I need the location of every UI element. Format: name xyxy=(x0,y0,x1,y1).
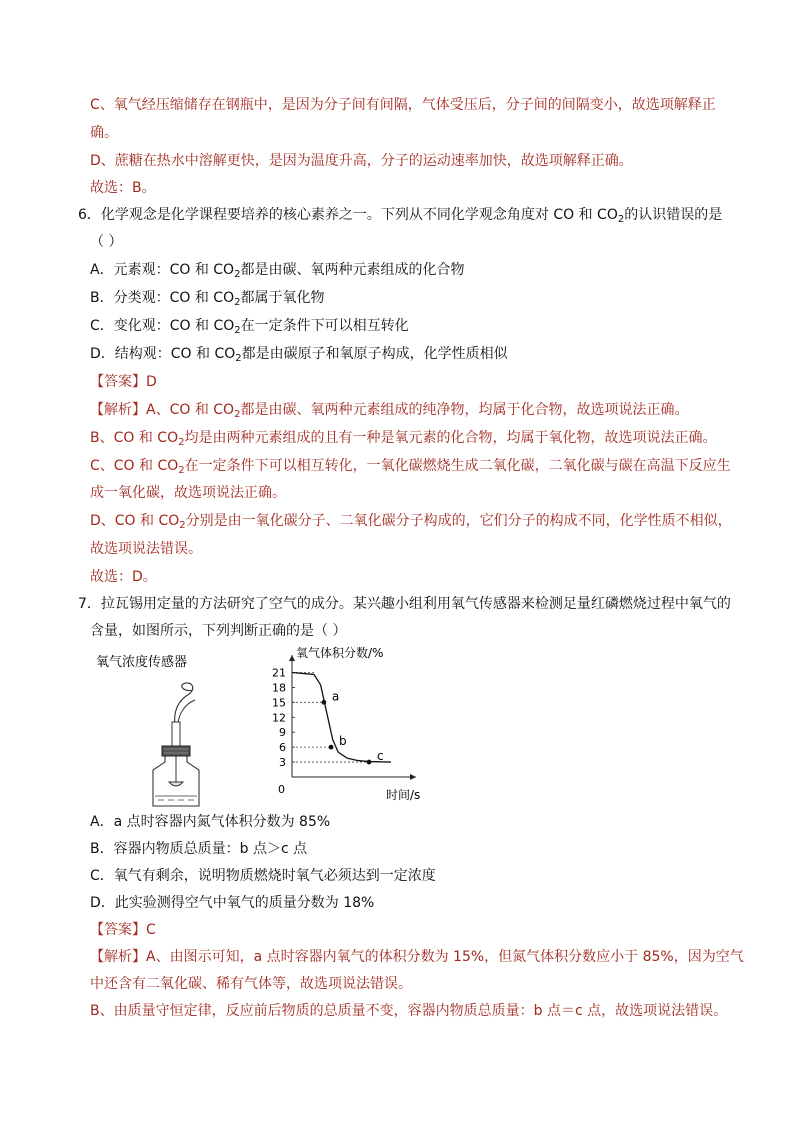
y-tick-label: 3 xyxy=(279,756,286,770)
q6-analysis-d-line1: D、CO 和 $CO_2$分别是由一氧化碳分子、二氧化碳分子构成的，它们分子的构成不同，化学性质不相似， xyxy=(90,513,732,531)
prev-choose: 故选：B。 xyxy=(90,180,156,196)
q6-analysis-b: B、CO 和 $CO_2$均是由两种元素组成的且有一种是氧元素的化合物，均属于氧化物，故选项说法正确。 xyxy=(90,430,717,448)
q6-stem-line1: 6．化学观念是化学课程要培养的核心素养之一。下列从不同化学观念角度对 CO 和 $CO_2$的认识错误的是 xyxy=(78,207,723,225)
sensor-label: 氧气浓度传感器 xyxy=(96,655,188,670)
y-axis-label: 氧气体积分数/% xyxy=(296,646,384,660)
q7-option-a: A．a 点时容器内氮气体积分数为 85% xyxy=(90,814,331,830)
point-b xyxy=(329,745,334,750)
origin-label: 0 xyxy=(278,783,285,796)
q6-answer: 【答案】D xyxy=(90,374,157,390)
y-tick-label: 15 xyxy=(272,696,286,710)
y-tick-label: 18 xyxy=(272,681,286,695)
q6-choose: 故选：D。 xyxy=(90,569,157,585)
q7-analysis-a-line1: 【解析】A、由图示可知，a 点时容器内氧气的体积分数为 15%，但氮气体积分数应小于 85%，因为空气 xyxy=(90,949,744,965)
q6-analysis-c-line2: 成一氧化碳，故选项说法正确。 xyxy=(90,485,286,501)
x-axis-label: 时间/s xyxy=(386,788,421,802)
q7-analysis-a-line2: 中还含有二氧化碳、稀有气体等，故选项说法错误。 xyxy=(90,976,412,992)
point-label-a: a xyxy=(331,689,340,704)
q6-option-a: A．元素观：CO 和 $CO_2$都是由碳、氧两种元素组成的化合物 xyxy=(90,262,465,280)
point-c xyxy=(367,760,372,765)
q6-analysis-a: 【解析】A、CO 和 $CO_2$都是由碳、氧两种元素组成的纯净物，均属于化合物，故选项说法正确。 xyxy=(90,402,689,420)
q7-option-b: B．容器内物质总质量：b 点＞c 点 xyxy=(90,841,308,857)
y-tick-label: 12 xyxy=(272,711,286,725)
y-tick-label: 6 xyxy=(279,741,286,755)
prev-option-d: D、蔗糖在热水中溶解更快，是因为温度升高，分子的运动速率加快，故选项解释正确。 xyxy=(90,153,633,169)
y-axis-arrow xyxy=(289,655,295,661)
q7-figure xyxy=(90,645,420,805)
q7-answer: 【答案】C xyxy=(90,922,156,938)
point-label-c: c xyxy=(377,749,384,764)
apparatus-drawing xyxy=(145,670,245,810)
q7-stem-line1: 7．拉瓦锡用定量的方法研究了空气的成分。某兴趣小组利用氧气传感器来检测足量红磷燃烧过程中氧气的 xyxy=(78,596,731,612)
q6-option-b: B．分类观：CO 和 $CO_2$都属于氧化物 xyxy=(90,290,325,308)
prev-option-c-line1: C、氧气经压缩储存在钢瓶中，是因为分子间有间隔，气体受压后，分子间的间隔变小，故选项解释正 xyxy=(90,97,716,113)
oxygen-chart xyxy=(260,645,430,805)
q6-analysis-c-line1: C、CO 和 $CO_2$在一定条件下可以相互转化，一氧化碳燃烧生成二氧化碳，二氧化碳与碳在高温下反应生 xyxy=(90,458,731,476)
y-tick-label: 21 xyxy=(272,666,286,680)
q6-option-c: C．变化观：CO 和 $CO_2$在一定条件下可以相互转化 xyxy=(90,318,409,336)
x-axis-arrow xyxy=(410,774,416,780)
point-a xyxy=(322,700,327,705)
q6-analysis-d-line2: 故选项说法错误。 xyxy=(90,541,202,557)
q7-option-d: D．此实验测得空气中氧气的质量分数为 18% xyxy=(90,895,375,911)
y-tick-label: 9 xyxy=(279,726,286,740)
q7-option-c: C．氧气有剩余，说明物质燃烧时氧气必须达到一定浓度 xyxy=(90,868,436,884)
q6-option-d: D．结构观：CO 和 $CO_2$都是由碳原子和氧原子构成，化学性质相似 xyxy=(90,346,508,364)
prev-option-c-line2: 确。 xyxy=(90,125,118,141)
point-label-b: b xyxy=(339,734,347,749)
q7-stem-line2: 含量，如图所示，下列判断正确的是（ ） xyxy=(90,623,347,639)
q7-analysis-b: B、由质量守恒定律，反应前后物质的总质量不变，容器内物质总质量：b 点＝c 点，故选项说法错误。 xyxy=(90,1003,728,1019)
q6-stem-line2: （ ） xyxy=(90,234,123,250)
